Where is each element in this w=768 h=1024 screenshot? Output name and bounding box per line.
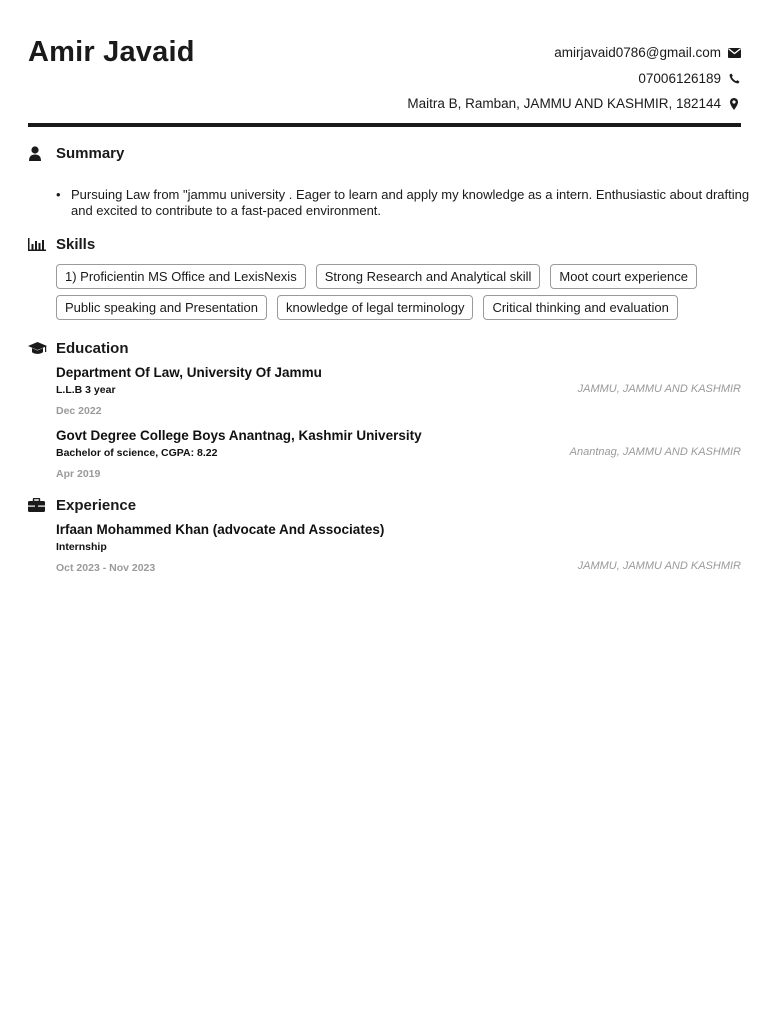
- education-date: Dec 2022: [56, 405, 102, 417]
- education-section: [28, 338, 741, 358]
- skill-chip: Critical thinking and evaluation: [483, 295, 677, 320]
- summary-list: [28, 187, 750, 219]
- skills-row-1: [56, 264, 746, 289]
- summary-title: Summary: [56, 144, 125, 162]
- education-title: Education: [56, 339, 129, 357]
- candidate-name: Amir Javaid: [28, 36, 195, 68]
- education-heading: [28, 338, 741, 358]
- experience-employer: Irfaan Mohammed Khan (advocate And Associates): [56, 522, 385, 537]
- education-degree: Bachelor of science, CGPA: 8.22: [56, 447, 218, 459]
- education-institution: Department Of Law, University Of Jammu: [56, 365, 322, 380]
- user-icon: [28, 145, 48, 161]
- skill-chip: 1) Proficientin MS Office and LexisNexis: [56, 264, 306, 289]
- skill-chip: Strong Research and Analytical skill: [316, 264, 541, 289]
- skill-chip: knowledge of legal terminology: [277, 295, 474, 320]
- contact-info: [407, 40, 741, 117]
- experience-section: [28, 495, 741, 515]
- skills-heading: [28, 234, 741, 254]
- bar-chart-icon: [28, 236, 48, 252]
- education-entry: [28, 365, 741, 425]
- graduation-cap-icon: [28, 340, 48, 356]
- address-row: [407, 91, 741, 117]
- experience-date: Oct 2023 - Nov 2023: [56, 562, 156, 574]
- email-text[interactable]: amirjavaid0786@gmail.com: [554, 45, 721, 61]
- experience-heading: [28, 495, 741, 515]
- skills-title: Skills: [56, 235, 96, 253]
- education-location: JAMMU, JAMMU AND KASHMIR: [577, 383, 741, 395]
- envelope-icon: [727, 48, 741, 58]
- briefcase-icon: [28, 497, 48, 513]
- skills-chips: [56, 264, 746, 326]
- phone-icon: [727, 73, 741, 84]
- skill-chip: Public speaking and Presentation: [56, 295, 267, 320]
- email-row: [407, 40, 741, 66]
- education-location: Anantnag, JAMMU AND KASHMIR: [569, 446, 741, 458]
- experience-role: Internship: [56, 541, 107, 553]
- phone-row: [407, 66, 741, 92]
- phone-text[interactable]: 07006126189: [638, 70, 721, 86]
- experience-location: JAMMU, JAMMU AND KASHMIR: [577, 560, 741, 572]
- skills-row-2: [56, 295, 746, 320]
- summary-heading: [28, 143, 741, 163]
- education-date: Apr 2019: [56, 468, 101, 480]
- address-text: Maitra B, Ramban, JAMMU AND KASHMIR, 182144: [407, 96, 721, 112]
- education-entry: [28, 428, 741, 488]
- summary-section: [28, 143, 750, 219]
- skills-section: [28, 234, 741, 324]
- experience-title: Experience: [56, 496, 137, 514]
- summary-item: • Pursuing Law from "jammu university . Eager to learn and apply my knowledge as a intern. Enthusiastic about drafting and excited to contribute to a fast-paced environment.: [28, 187, 751, 219]
- map-marker-icon: [727, 98, 741, 110]
- skill-chip: Moot court experience: [550, 264, 697, 289]
- experience-entry: [28, 522, 741, 582]
- header-divider: [28, 123, 741, 127]
- education-degree: L.L.B 3 year: [56, 384, 116, 396]
- education-institution: Govt Degree College Boys Anantnag, Kashmir University: [56, 428, 422, 443]
